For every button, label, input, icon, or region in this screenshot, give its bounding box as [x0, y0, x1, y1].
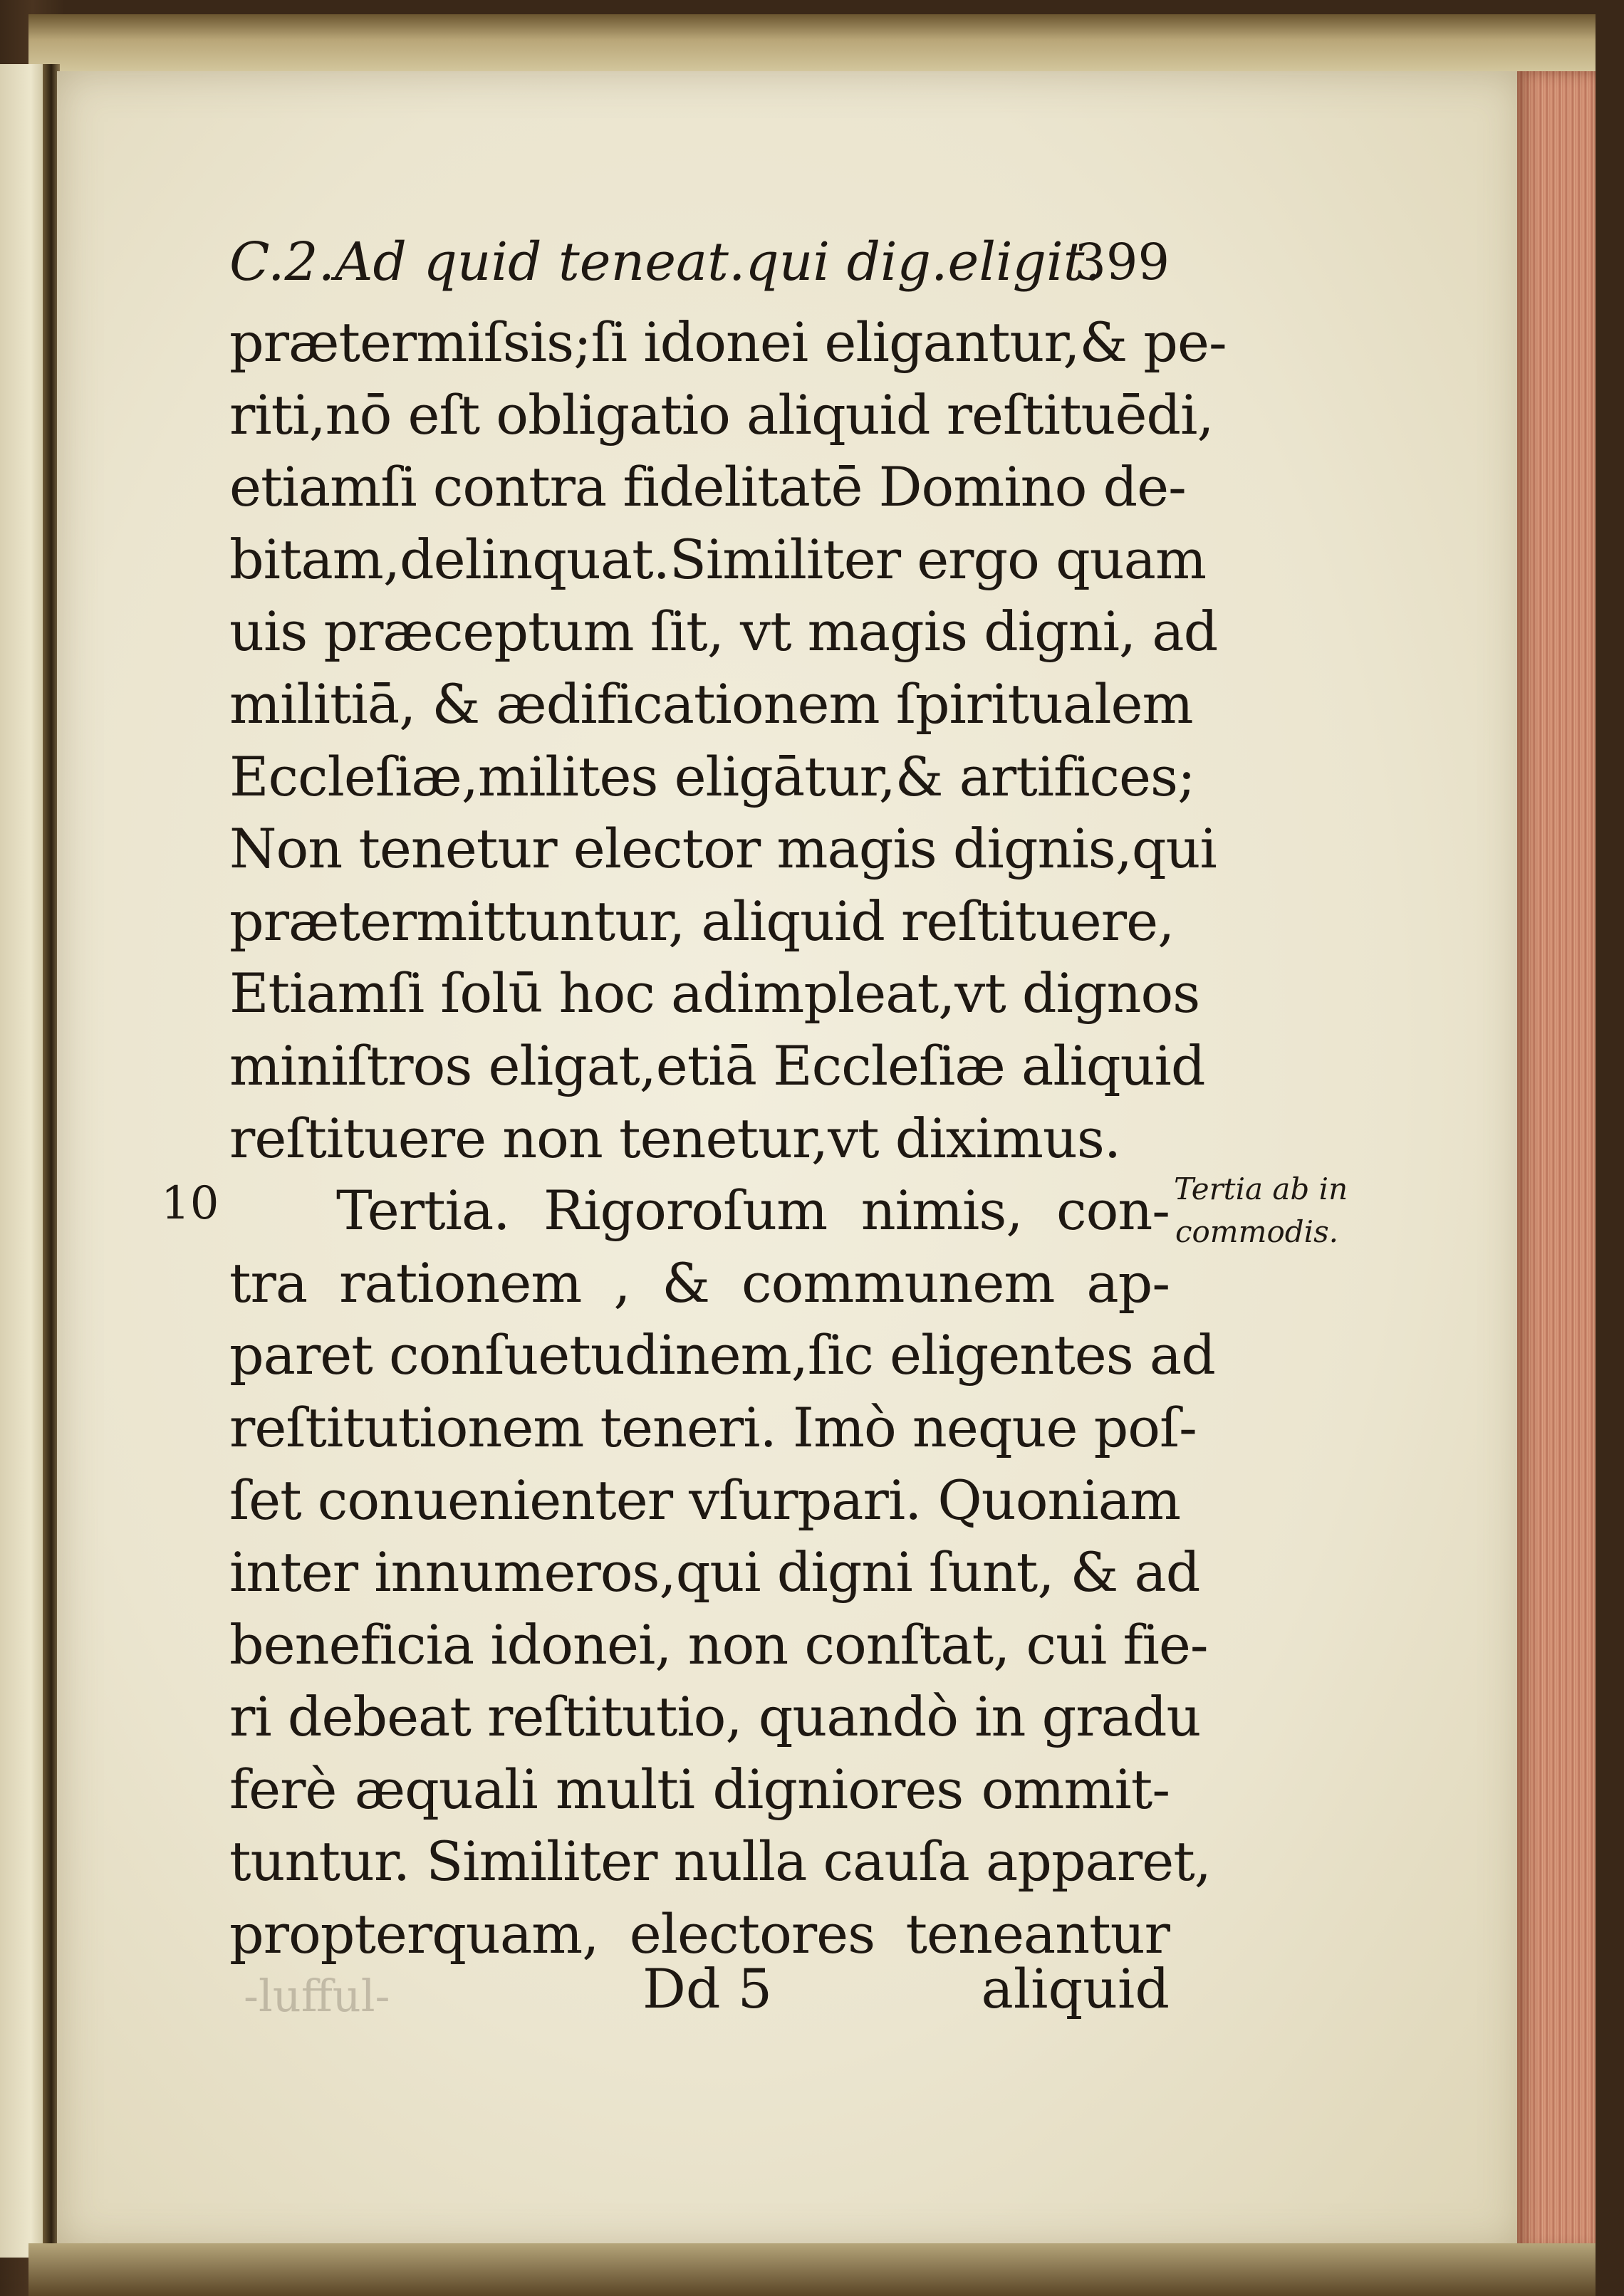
text-line: ferè æquali multi digniores ommit-	[229, 1757, 1170, 1821]
text-line: ri debeat reſtitutio, quandò in gradu	[229, 1685, 1201, 1749]
body-text	[229, 306, 1227, 1971]
text-line: paret conſuetudinem,ſic eligentes ad	[229, 1323, 1215, 1387]
binding-top-edge	[28, 14, 1596, 78]
text-line: prætermittuntur, aliquid reſtituere,	[229, 889, 1175, 953]
text-line: Etiamſi ſolū hoc adimpleat,vt dignos	[229, 961, 1200, 1026]
running-title: C.2.Ad quid teneat.qui dig.eligit.	[229, 231, 1101, 293]
text-line: militiā, & ædificationem ſpiritualem	[229, 672, 1193, 736]
signature-mark: Dd 5	[642, 1957, 773, 2020]
fore-edge	[1517, 71, 1596, 2250]
text-line: uis præceptum ſit, vt magis digni, ad	[229, 600, 1218, 664]
margin-note	[1174, 1168, 1348, 1253]
text-line: tuntur. Similiter nulla cauſa apparet,	[229, 1830, 1211, 1894]
text-line: bitam,delinquat.Similiter ergo quam	[229, 527, 1207, 591]
section-number: 10	[161, 1177, 219, 1230]
text-line: riti,nō eſt obligatio aliquid reſtituēdi,	[229, 382, 1214, 447]
margin-note-line: Tertia ab in	[1174, 1172, 1348, 1206]
page-number: 399	[1074, 233, 1170, 291]
text-line: miniſtros eligat,etiā Eccleſiæ aliquid	[229, 1033, 1205, 1097]
text-line: Eccleſiæ,milites eligātur,& artifices;	[229, 744, 1195, 808]
text-line: propterquam, electores teneantur	[229, 1902, 1170, 1966]
text-line: beneficia idonei, non conſtat, cui fie-	[229, 1612, 1208, 1676]
catchword: aliquid	[981, 1957, 1170, 2020]
text-line: etiamſi contra fidelitatē Domino de-	[229, 455, 1186, 519]
text-line: reſtituere non tenetur,vt diximus.	[229, 1106, 1121, 1170]
page-footer	[229, 1953, 1170, 2025]
text-line: reſtitutionem teneri. Imò neque poſ-	[229, 1395, 1197, 1459]
text-line: tra rationem , & communem ap-	[229, 1251, 1170, 1315]
binding-bottom-edge	[28, 2243, 1596, 2296]
text-line: prætermiſsis;ſi idonei eligantur,& pe-	[229, 311, 1227, 374]
text-line: ſet conuenienter vſurpari. Quoniam	[229, 1468, 1181, 1532]
running-header	[229, 226, 1170, 298]
text-line: inter innumeros,qui digni ſunt, & ad	[229, 1540, 1200, 1604]
text-line: Tertia. Rigoroſum nimis, con-	[336, 1179, 1170, 1243]
margin-note-line: commodis.	[1175, 1214, 1338, 1249]
text-line: Non tenetur elector magis dignis,qui	[229, 817, 1217, 881]
faded-showthrough-text: -lufful-	[244, 1970, 390, 2022]
